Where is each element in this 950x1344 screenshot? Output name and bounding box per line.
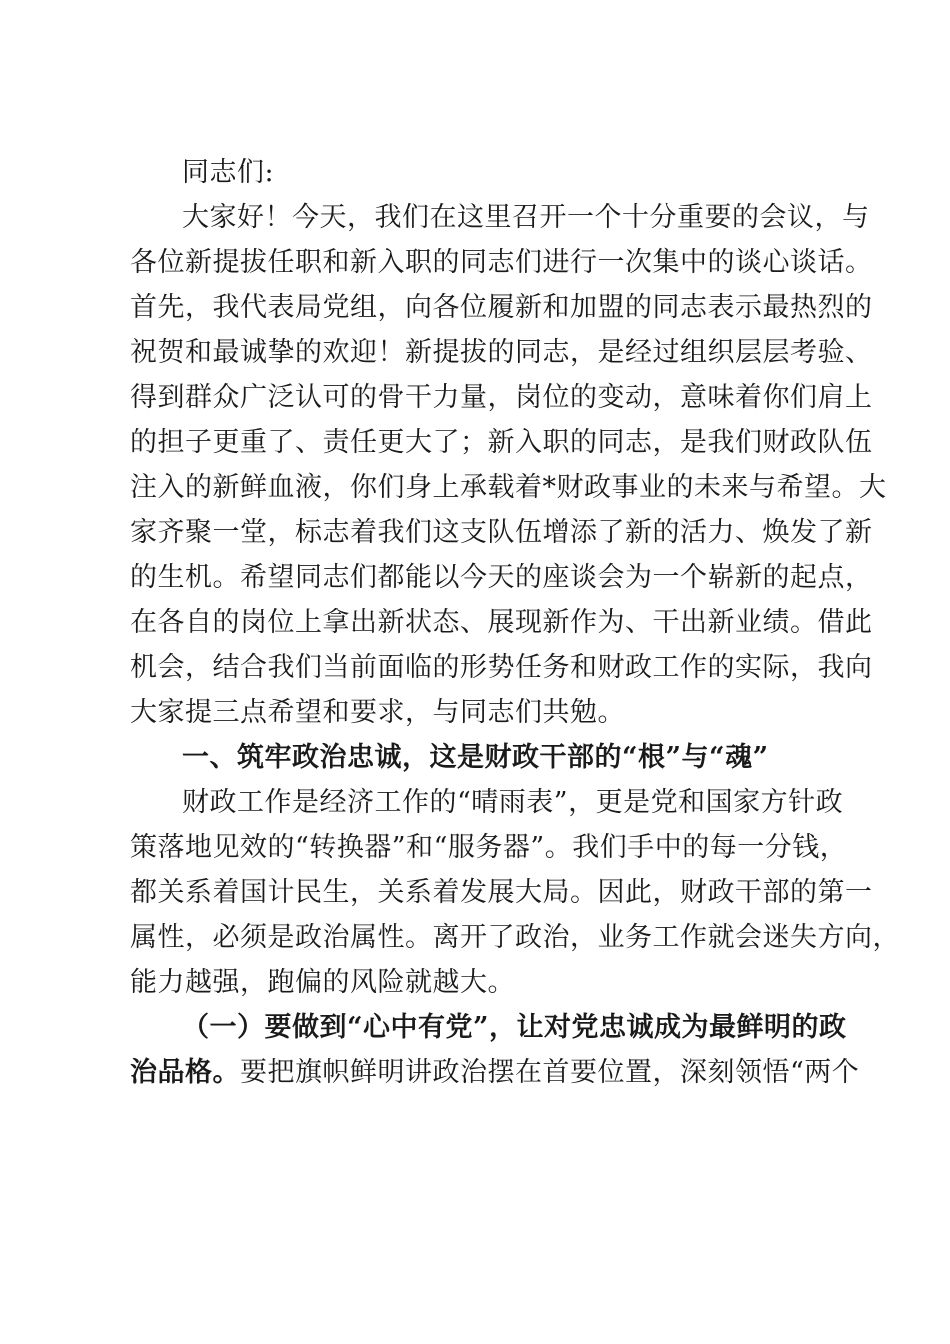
paragraph-line: 祝贺和最诚挚的欢迎！新提拔的同志，是经过组织层层考验、 — [130, 337, 873, 368]
paragraph-line: 家齐聚一堂，标志着我们这支队伍增添了新的活力、焕发了新 — [130, 517, 873, 548]
paragraph-line: 策落地见效的“转换器”和“服务器”。我们手中的每一分钱， — [130, 832, 848, 863]
paragraph-line: 首先，我代表局党组，向各位履新和加盟的同志表示最热烈的 — [130, 292, 873, 323]
subsection-heading-end: 治品格。 — [130, 1057, 240, 1088]
paragraph-line: 机会，结合我们当前面临的形势任务和财政工作的实际，我向 — [130, 652, 873, 683]
paragraph-line: 注入的新鲜血液，你们身上承载着*财政事业的未来与希望。大 — [130, 472, 887, 503]
paragraph-line: 大家好！今天，我们在这里召开一个十分重要的会议，与 — [182, 202, 870, 233]
paragraph-line: 大家提三点希望和要求，与同志们共勉。 — [130, 697, 625, 728]
subsection-line — [130, 1050, 860, 1095]
paragraph-line: 能力越强，跑偏的风险就越大。 — [130, 967, 515, 998]
subsection-text: 要把旗帜鲜明讲政治摆在首要位置，深刻领悟“两个 — [240, 1057, 860, 1088]
paragraph-line: 的生机。希望同志们都能以今天的座谈会为一个崭新的起点， — [130, 562, 873, 593]
paragraph-line: 的担子更重了、责任更大了；新入职的同志，是我们财政队伍 — [130, 427, 873, 458]
section-heading: 一、筑牢政治忠诚，这是财政干部的“根”与“魂” — [182, 742, 769, 773]
paragraph-line: 在各自的岗位上拿出新状态、展现新作为、干出新业绩。借此 — [130, 607, 873, 638]
paragraph-line: 都关系着国计民生，关系着发展大局。因此，财政干部的第一 — [130, 877, 873, 908]
document-page — [130, 150, 900, 1095]
paragraph-line: 属性，必须是政治属性。离开了政治，业务工作就会迷失方向， — [130, 922, 900, 953]
paragraph-line: 财政工作是经济工作的“晴雨表”，更是党和国家方针政 — [182, 787, 844, 818]
salutation: 同志们: — [182, 157, 275, 188]
paragraph-line: 各位新提拔任职和新入职的同志们进行一次集中的谈心谈话。 — [130, 247, 873, 278]
paragraph-line: 得到群众广泛认可的骨干力量，岗位的变动，意味着你们肩上 — [130, 382, 873, 413]
subsection-heading: （一）要做到“心中有党”，让对党忠诚成为最鲜明的政 — [182, 1012, 847, 1043]
